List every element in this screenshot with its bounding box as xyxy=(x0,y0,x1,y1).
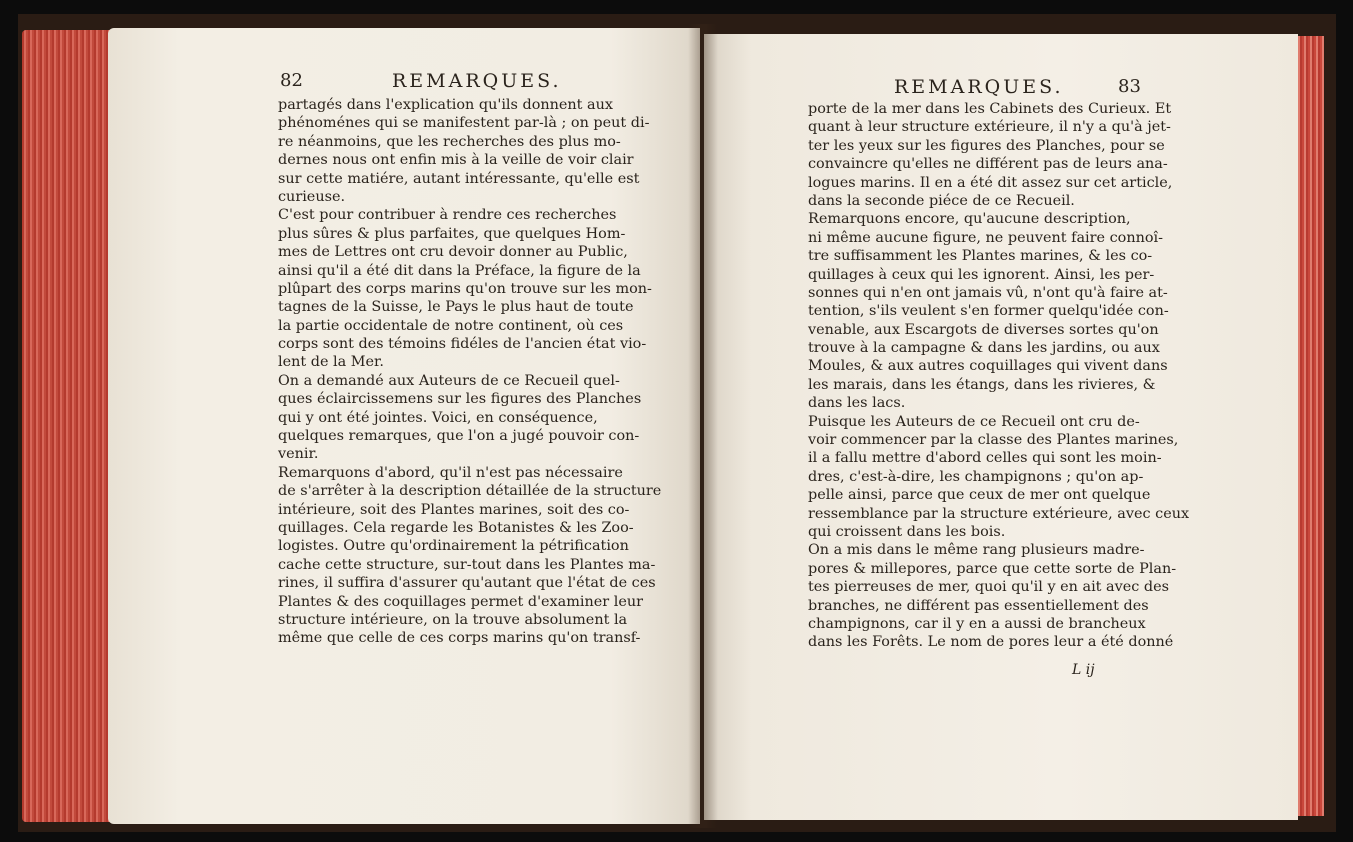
text-line: intérieure, soit des Plantes marines, soit des co- xyxy=(278,501,630,518)
text-line: phénoménes qui se manifestent par-là ; on peut di- xyxy=(278,115,650,132)
page-edges-left xyxy=(22,30,114,822)
text-line: il a fallu mettre d'abord celles qui sont les moin- xyxy=(808,450,1162,467)
body-text xyxy=(808,100,1189,652)
text-line: branches, ne différent pas essentiellement des xyxy=(808,597,1149,614)
text-line: ni même aucune figure, ne peuvent faire connoî- xyxy=(808,229,1163,246)
running-head: REMARQUES. xyxy=(392,70,562,92)
text-line: même que celle de ces corps marins qu'on transf- xyxy=(278,630,641,647)
running-head: REMARQUES. xyxy=(894,76,1064,98)
text-line: curieuse. xyxy=(278,188,346,205)
text-line: logues marins. Il en a été dit assez sur cet article, xyxy=(808,174,1173,191)
text-line: pores & millepores, parce que cette sorte de Plan- xyxy=(808,560,1177,577)
text-line: de s'arrêter à la description détaillée de la structure xyxy=(278,483,662,500)
text-line: trouve à la campagne & dans les jardins, ou aux xyxy=(808,340,1160,357)
text-line: ques éclaircissemens sur les figures des Planches xyxy=(278,391,642,408)
body-text xyxy=(278,96,661,648)
text-line: sur cette matiére, autant intéressante, qu'elle est xyxy=(278,170,640,187)
text-line: On a demandé aux Auteurs de ce Recueil quel- xyxy=(278,372,620,389)
text-line: tagnes de la Suisse, le Pays le plus haut de toute xyxy=(278,299,634,316)
text-line: quillages à ceux qui les ignorent. Ainsi, les per- xyxy=(808,266,1155,283)
text-line: dernes nous ont enfin mis à la veille de voir clair xyxy=(278,152,634,169)
text-line: plus sûres & plus parfaites, que quelques Hom- xyxy=(278,225,626,242)
text-line: mes de Lettres ont cru devoir donner au Public, xyxy=(278,244,628,261)
text-line: Remarquons d'abord, qu'il n'est pas nécessaire xyxy=(278,464,623,481)
text-line: Plantes & des coquillages permet d'examiner leur xyxy=(278,593,644,610)
text-line: ainsi qu'il a été dit dans la Préface, la figure de la xyxy=(278,262,641,279)
right-page xyxy=(704,34,1298,820)
text-line: quant à leur structure extérieure, il n'y a qu'à jet- xyxy=(808,119,1171,136)
text-line: C'est pour contribuer à rendre ces recherches xyxy=(278,207,617,224)
text-line: pelle ainsi, parce que ceux de mer ont quelque xyxy=(808,487,1151,504)
left-page xyxy=(108,28,700,824)
text-line: sonnes qui n'en ont jamais vû, n'ont qu'à faire at- xyxy=(808,284,1168,301)
text-line: venable, aux Escargots de diverses sortes qu'on xyxy=(808,321,1159,338)
text-line: lent de la Mer. xyxy=(278,354,384,371)
text-line: Moules, & aux autres coquillages qui vivent dans xyxy=(808,358,1168,375)
text-line: dres, c'est-à-dire, les champignons ; qu'on ap- xyxy=(808,468,1144,485)
text-line: logistes. Outre qu'ordinairement la pétrification xyxy=(278,538,629,555)
text-line: quillages. Cela regarde les Botanistes & les Zoo- xyxy=(278,519,634,536)
text-line: les marais, dans les étangs, dans les rivieres, & xyxy=(808,376,1156,393)
text-line: cache cette structure, sur-tout dans les Plantes ma- xyxy=(278,556,656,573)
text-line: quelques remarques, que l'on a jugé pouvoir con- xyxy=(278,428,640,445)
text-line: tre suffisamment les Plantes marines, & les co- xyxy=(808,248,1153,265)
text-line: dans les Forêts. Le nom de pores leur a été donné xyxy=(808,634,1174,651)
text-line: dans la seconde piéce de ce Recueil. xyxy=(808,192,1075,209)
text-line: tes pierreuses de mer, quoi qu'il y en ait avec des xyxy=(808,579,1170,596)
text-line: venir. xyxy=(278,446,319,463)
page-number: 82 xyxy=(280,70,303,91)
text-line: partagés dans l'explication qu'ils donnent aux xyxy=(278,97,613,113)
book-gutter xyxy=(688,24,718,828)
text-line: Puisque les Auteurs de ce Recueil ont cru de- xyxy=(808,413,1140,430)
text-line: re néanmoins, que les recherches des plus mo- xyxy=(278,133,621,150)
text-line: Remarquons encore, qu'aucune description, xyxy=(808,211,1131,228)
text-line: ressemblance par la structure extérieure, avec ceux xyxy=(808,505,1190,522)
text-line: champignons, car il y en a aussi de brancheux xyxy=(808,615,1146,632)
signature-mark: L ij xyxy=(1072,662,1095,678)
text-line: ter les yeux sur les figures des Planches, pour se xyxy=(808,137,1165,154)
text-line: On a mis dans le même rang plusieurs madre- xyxy=(808,542,1145,559)
page-number: 83 xyxy=(1118,76,1141,97)
text-line: convaincre qu'elles ne différent pas de leurs ana- xyxy=(808,156,1168,173)
text-line: porte de la mer dans les Cabinets des Curieux. Et xyxy=(808,101,1172,117)
text-line: rines, il suffira d'assurer qu'autant que l'état de ces xyxy=(278,575,656,592)
text-line: tention, s'ils veulent s'en former quelqu'idée con- xyxy=(808,303,1169,320)
text-line: la partie occidentale de notre continent, où ces xyxy=(278,317,624,334)
text-line: dans les lacs. xyxy=(808,395,906,412)
text-line: corps sont des témoins fidéles de l'ancien état vio- xyxy=(278,336,647,353)
text-line: qui croissent dans les bois. xyxy=(808,523,1006,540)
text-line: qui y ont été jointes. Voici, en conséquence, xyxy=(278,409,598,426)
text-line: voir commencer par la classe des Plantes marines, xyxy=(808,432,1179,449)
text-line: plûpart des corps marins qu'on trouve sur les mon- xyxy=(278,280,652,297)
text-line: structure intérieure, on la trouve absolument la xyxy=(278,611,628,628)
